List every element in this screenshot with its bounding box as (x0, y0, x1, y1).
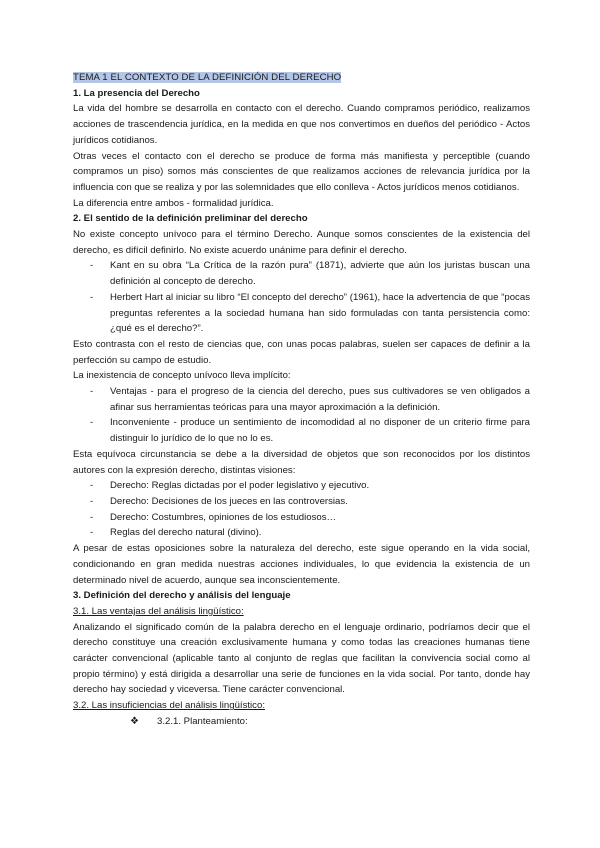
section-1-paragraph-1: La vida del hombre se desarrolla en contacto con el derecho. Cuando compramos periódico, realizamos acciones de trascendencia jurídica, en la medida en que nos convertimos en dueños del periódico - Actos jurídicos cotidianos. (73, 103, 530, 146)
section-2-paragraph-2: Esto contrasta con el resto de ciencias que, con unas pocas palabras, suelen ser capaces de definir a la perfección su campo de estudio. (73, 338, 530, 366)
document-page (73, 70, 530, 730)
list-item-decisiones-jueces: - Derecho: Decisiones de los jueces en las controversias. (73, 494, 530, 510)
diamond-bullet-icon: ❖ (130, 715, 139, 727)
list-item-derecho-natural: - Reglas del derecho natural (divino). (73, 525, 530, 541)
section-2-paragraph-1: No existe concepto unívoco para el término Derecho. Aunque somos conscientes de la existencia del derecho, es difícil definirlo. No existe acuerdo unánime para definir el derecho. (73, 229, 530, 256)
list-item-reglas-legislativo: - Derecho: Reglas dictadas por el poder legislativo y ejecutivo. (73, 478, 530, 494)
list-item-inconveniente: - Inconveniente - produce un sentimiento de incomodidad al no disponer de un criterio firme para distinguir lo jurídico de lo que no lo es. (73, 415, 530, 446)
section-3-paragraph-1: Analizando el significado común de la palabra derecho en el lenguaje ordinario, podríamos decir que el derecho constituye una creación exclusivamente humana y como todas las creaciones humanas tiene carácter convencional (aplicable tanto al conjunto de reglas que facilitan la convivencia social como al propio término) y está dirigida a desarrollar una serie de funciones en la vida social. Por tanto, donde hay derecho hay sociedad y viceversa. Tiene carácter convencional. (73, 621, 530, 696)
list-item-planteamiento-label: 3.2.1. Planteamiento: (157, 715, 248, 727)
list-item-costumbres: - Derecho: Costumbres, opiniones de los estudiosos… (73, 510, 530, 526)
section-1-heading: 1. La presencia del Derecho (73, 87, 200, 99)
subsection-3-2-heading: 3.2. Las insuficiencias del análisis lingüístico: (73, 700, 265, 712)
list-item-ventajas: - Ventajas - para el progreso de la ciencia del derecho, pues sus cultivadores se ven obligados a afinar sus herramientas teóricas para una mayor aproximación a la definición. (73, 384, 530, 415)
section-2-paragraph-4: Esta equívoca circunstancia se debe a la diversidad de objetos que son reconocidos por los distintos autores con la expresión derecho, distintas visiones: (73, 448, 530, 476)
section-2-paragraph-3: La inexistencia de concepto unívoco lleva implícito: (73, 370, 291, 382)
section-2-heading: 2. El sentido de la definición preliminar del derecho (73, 213, 308, 225)
list-item-planteamiento (73, 714, 530, 730)
document-title: TEMA 1 EL CONTEXTO DE LA DEFINICIÓN DEL DERECHO (73, 72, 342, 83)
section-1-paragraph-2: Otras veces el contacto con el derecho se produce de forma más manifiesta y perceptible (cuando compramos un piso) somos más conscientes de que realizamos acciones de relevancia jurídica por la influencia con que se realiza y por las solemnidades que ello conlleva - Actos jurídicos menos cotidianos. (73, 150, 530, 193)
document-title-line (73, 70, 530, 86)
list-item-kant: - Kant en su obra “La Crítica de la razón pura” (1871), advierte que aún los juristas buscan una definición al concepto de derecho. (73, 258, 530, 289)
section-2-paragraph-5: A pesar de estas oposiciones sobre la naturaleza del derecho, este sigue operando en la vida social, condicionando en gran medida nuestras acciones individuales, lo que evidencia la existencia de un determinado nivel de acuerdo, aunque sea inconscientemente. (73, 543, 530, 586)
section-1-paragraph-3: La diferencia entre ambos - formalidad jurídica. (73, 197, 274, 209)
list-item-hart: - Herbert Hart al iniciar su libro “El concepto del derecho” (1961), hace la advertencia de que “pocas preguntas referentes a la sociedad humana han sido formuladas con tanta persistencia como: ¿qué es el derecho?”. (73, 290, 530, 337)
subsection-3-1-heading: 3.1. Las ventajas del análisis lingüístico: (73, 605, 244, 617)
section-3-heading: 3. Definición del derecho y análisis del lenguaje (73, 590, 291, 602)
